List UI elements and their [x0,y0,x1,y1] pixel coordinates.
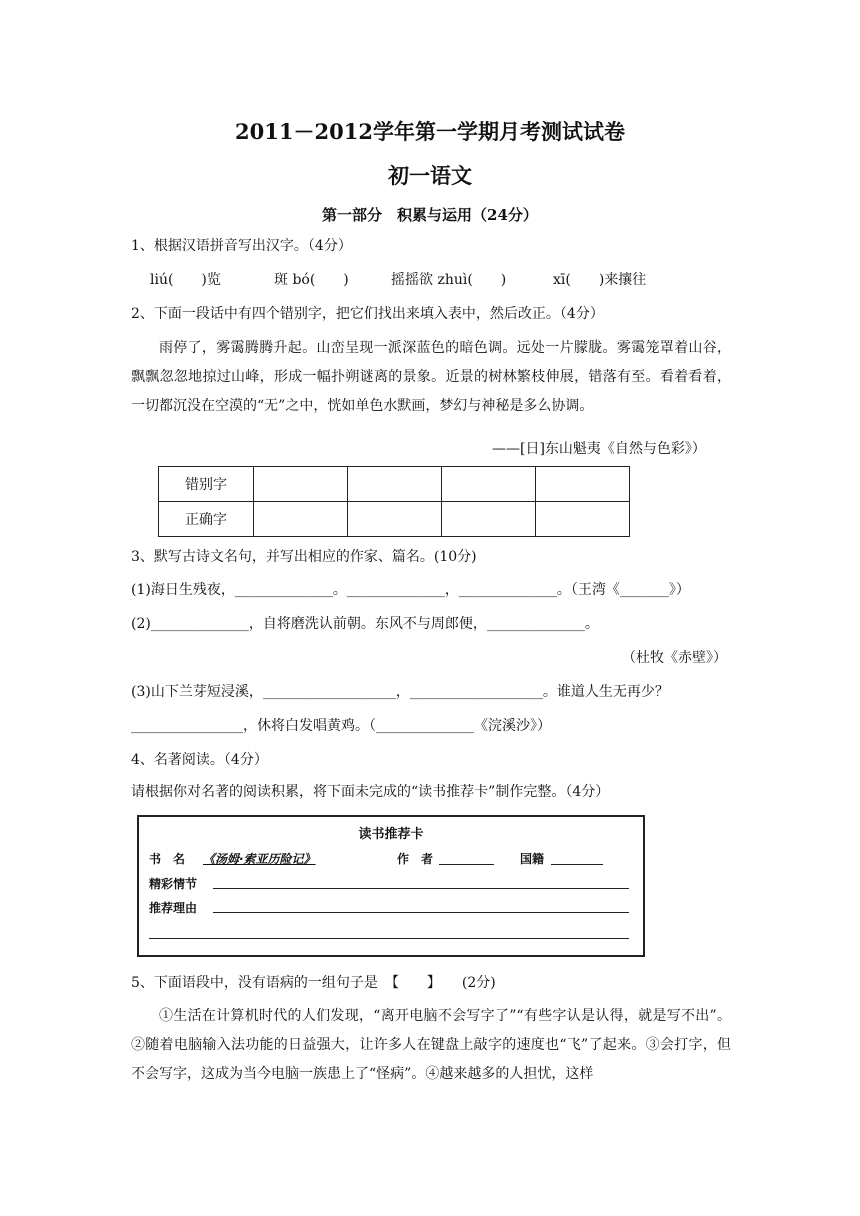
country-blank[interactable] [551,864,603,865]
q3-line-1: (1)海日生残夜，______________。______________，______________。（王湾《_______》） [131,582,690,598]
reason-blank-2[interactable] [149,938,629,939]
part-heading: 第一部分 积累与运用（24分） [322,206,538,224]
table-row-label: 正确字 [159,502,254,537]
q5-passage: ①生活在计算机时代的人们发现，“离开电脑不会写字了”“有些字认是认得，就是写不出”。②随着电脑输入法功能的日益强大，让许多人在键盘上敲字的速度也“飞”了起来。③会打字，但不会写字，这成为当今电脑一族患上了“怪病”。④越来越多的人担忧，这样 [131,1008,731,1082]
q1-item-3: 摇摇欲 zhuì( ) [391,272,507,288]
q5-prompt: 5、下面语段中，没有语病的一组句子是 【 】 (2分) [131,975,496,991]
book-recommendation-card [137,815,645,957]
q1-prompt: 1、根据汉语拼音写出汉字。（4分） [131,238,352,254]
q1-item-4: xī( )来攘往 [553,272,647,288]
table-row [159,502,630,537]
q3-line-2: (2)______________，自将磨洗认前朝。东风不与周郎便，______________。 [131,616,599,632]
q2-passage: 雨停了，雾霭腾腾升起。山峦呈现一派深蓝色的暗色调。远处一片朦胧。雾霭笼罩着山谷，飘飘忽忽地掠过山峰，形成一幅扑朔谜离的景象。近景的树林繁枝伸展，错落有至。看着看着，一切都沉没在空漠的“无”之中，恍如单色水默画，梦幻与神秘是多么协调。 [131,340,731,414]
q3-line-2-source: （杜牧《赤壁》） [622,650,727,666]
answer-cell[interactable] [254,502,348,537]
answer-cell[interactable] [348,502,442,537]
exam-subtitle: 初一语文 [388,163,472,188]
highlight-blank[interactable] [213,888,629,889]
author-blank[interactable] [439,864,494,865]
card-book-label: 书 名 [149,852,186,866]
q1-item-2: 斑 bó( ) [274,272,349,288]
answer-cell[interactable] [254,467,348,502]
q3-line-4: ________________，休将白发唱黄鸡。（______________《浣溪沙》） [131,718,551,734]
exam-title: 2011－2012学年第一学期月考测试试卷 [235,119,625,144]
q4-prompt: 4、名著阅读。（4分） [131,752,268,768]
q3-line-3: (3)山下兰芽短浸溪，___________________，___________________。谁道人生无再少？ [131,684,669,700]
card-author-label: 作 者 [397,852,434,866]
answer-cell[interactable] [442,467,536,502]
answer-cell[interactable] [536,502,630,537]
card-reason-label: 推荐理由 [149,901,198,915]
q2-source: ——[日]东山魁夷《自然与色彩》） [492,441,706,457]
answer-cell[interactable] [442,502,536,537]
q2-prompt: 2、下面一段话中有四个错别字，把它们找出来填入表中，然后改正。（4分） [131,306,604,322]
q1-item-1: liú( )览 [150,272,221,288]
q3-prompt: 3、默写古诗文名句，并写出相应的作家、篇名。(10分) [131,549,477,565]
table-row-label: 错别字 [159,467,254,502]
answer-cell[interactable] [348,467,442,502]
correction-table [158,466,630,537]
table-row [159,467,630,502]
card-highlight-label: 精彩情节 [149,877,198,891]
card-country-label: 国籍 [520,852,545,866]
card-title: 读书推荐卡 [358,827,424,842]
card-book-name: 《汤姆·索亚历险记》 [203,852,316,866]
reason-blank-1[interactable] [213,912,629,913]
answer-cell[interactable] [536,467,630,502]
q4-instruction: 请根据你对名著的阅读积累，将下面未完成的“读书推荐卡”制作完整。（4分） [131,784,610,800]
